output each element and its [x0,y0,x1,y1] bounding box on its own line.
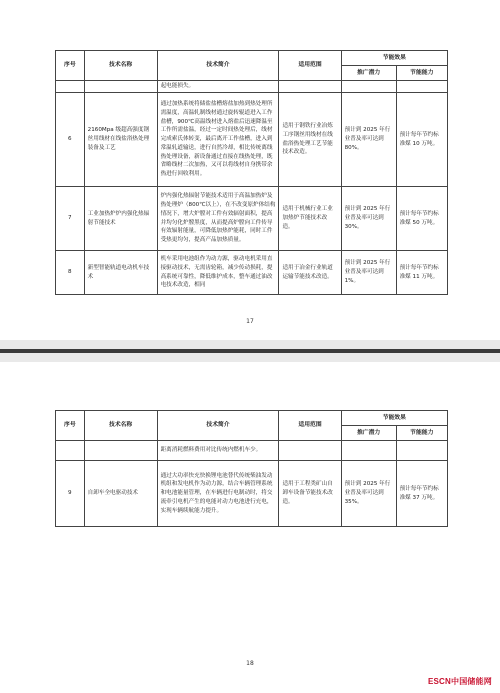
escn-watermark-logo: ESCN中国储能网 [427,677,492,686]
row-name: 自卸车全电驱动技术 [84,461,157,527]
header-intro: 技术简介 [157,411,279,441]
row-no: 6 [56,93,85,187]
row-name: 工业加热炉炉内强化热辐射节能技术 [84,187,157,251]
row-capacity: 预计每年节约标准煤 10 万吨。 [396,93,447,187]
row-scope: 适用于工程类矿山自卸车设备节能技术改造。 [279,461,341,527]
page-number: 17 [246,318,254,325]
row-no: 7 [56,187,85,251]
row-scope: 适用于钢铁行业冶炼工序钢丝用线材在线盐浴热处理工艺节能技术改造。 [279,93,341,187]
row-no: 8 [56,251,85,295]
header-potential: 推广潜力 [341,66,396,81]
continuation-text: 距离消耗燃料费用对比传统内燃机车少。 [157,441,279,461]
header-no: 序号 [56,51,85,81]
header-potential: 推广潜力 [341,426,396,441]
row-capacity: 预计每年节约标准煤 37 万吨。 [396,461,447,527]
row-intro: 通过大功率快充快换锂电池替代传统柴油发动机组和发电机作为动力源，结合车辆管理系统和电池能量管理，在车辆进行电制动时，将交流牵引电机产生的电能对动力电池进行充电，实现车辆续航能力提升。 [157,461,279,527]
header-name: 技术名称 [84,51,157,81]
table-row [56,81,448,93]
row-name: 2160Mpa 级超高强度钢丝用线材在线盐浴热处理装备及工艺 [84,93,157,187]
page-number: 18 [246,660,254,667]
header-capacity: 节能能力 [396,66,447,81]
table-row [56,251,448,295]
header-name: 技术名称 [84,411,157,441]
row-potential: 预计到 2025 年行业普及率可达到 30%。 [341,187,396,251]
row-potential: 预计到 2025 年行业普及率可达到 80%。 [341,93,396,187]
row-name: 新型智能轨道电动机车技术 [84,251,157,295]
row-potential: 预计到 2025 年行业普及率可达到 35%。 [341,461,396,527]
page-divider [0,340,500,362]
page-18 [0,362,500,693]
header-no: 序号 [56,411,85,441]
row-no: 9 [56,461,85,527]
page-17 [0,0,500,340]
continuation-text: 起电能损失。 [157,81,279,93]
row-capacity: 预计每年节约标准煤 50 万吨。 [396,187,447,251]
header-effect: 节能效果 [341,51,447,66]
row-intro: 炉内强化热辐射节能技术适用于高温加热炉及热处理炉（800℃以上），在不改变原炉体结构情况下，增大炉膛对工件有效辐射面积，提高并均匀化炉膛黑度，从而提高炉膛向工件传导有效辐射能量，可降低加热炉能耗，同时工件受热更均匀，提高产品加热质量。 [157,187,279,251]
row-intro: 通过加热系统将储盐盐槽熔盐加热到热处理所需温度，高温轧制线材通过旋转辊道进入工作盐槽，900℃高温线材进入熔盐后迅速降温至工作所需盐温，经过一定时间热处理后，线材完成索氏体转变，最后离开工作盐槽，进入到常温轧道输送，进行自然冷却，相比传统离线热处理设备，新设备通过直接在线热处理，既省略线材二次加热，又可以将线材自身携带余热进行回收利用。 [157,93,279,187]
row-scope: 适用于机械行业工业加热炉节能技术改造。 [279,187,341,251]
table-row [56,93,448,187]
table-row [56,441,448,461]
row-capacity: 预计每年节约标准煤 11 万吨。 [396,251,447,295]
header-scope: 适用范围 [279,411,341,441]
row-potential: 预计到 2025 年行业普及率可达到 1%。 [341,251,396,295]
table-row [56,461,448,527]
header-intro: 技术简介 [157,51,279,81]
table-row [56,187,448,251]
header-scope: 适用范围 [279,51,341,81]
header-capacity: 节能能力 [396,426,447,441]
tech-table-page-17 [55,50,448,295]
row-scope: 适用于冶金行业轨道运输节能技术改造。 [279,251,341,295]
row-intro: 机车采用电池组作为动力源，驱动电机采用直接驱动技术，无需齿轮箱，减少传动损耗，提高系统可靠性，降低维护成本，整车通过油改电技术改造，相同 [157,251,279,295]
tech-table-page-18 [55,410,448,527]
header-effect: 节能效果 [341,411,447,426]
